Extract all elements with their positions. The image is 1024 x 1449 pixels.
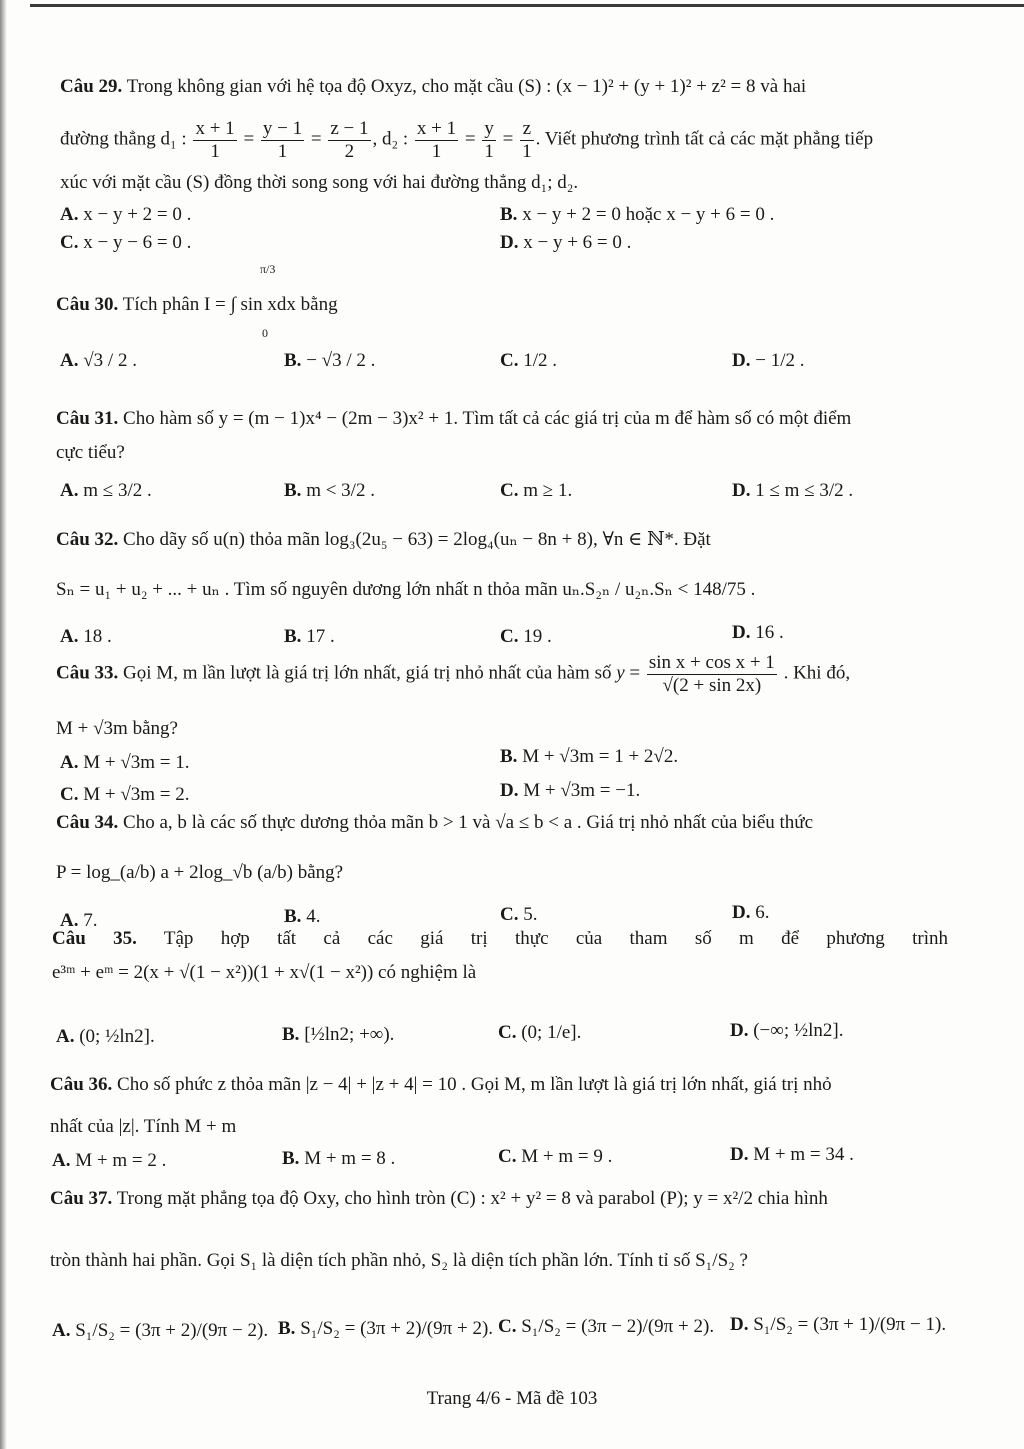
q30-option-d[interactable]: D. − 1/2 .: [732, 350, 805, 371]
q37-line2: tròn thành hai phần. Gọi S₁ là diện tích phần nhỏ, S₂ là diện tích phần lớn. Tính tỉ số S₁/S₂ ?: [50, 1250, 748, 1271]
q31-option-a[interactable]: A. m ≤ 3/2 .: [60, 480, 152, 501]
q29-fraction-2: $\frac{y - 1}{1}$: [262, 118, 303, 162]
q31-option-c[interactable]: C. m ≥ 1.: [500, 480, 573, 501]
q34-line2: P = log_(a/b) a + 2log_√b (a/b) bằng?: [56, 862, 344, 883]
q32-option-c[interactable]: C. 19 .: [500, 626, 552, 647]
q32-line2: Sₙ = u₁ + u₂ + ... + uₙ . Tìm số nguyên dương lớn nhất n thỏa mãn uₙ.S₂ₙ / u₂ₙ.Sₙ < 148/75 .: [56, 579, 756, 600]
q29-option-b[interactable]: B. x − y + 2 = 0 hoặc x − y + 6 = 0 .: [500, 204, 775, 225]
q29-option-d[interactable]: D. x − y + 6 = 0 .: [500, 232, 632, 253]
q31-line1: Câu 31. Cho hàm số y = (m − 1)x⁴ − (2m − 3)x² + 1. Tìm tất cả các giá trị của m để hàm số có một điểm: [56, 408, 852, 429]
q29-fraction-1: $\frac{x + 1}{1}$: [195, 118, 235, 162]
q37-option-b[interactable]: B. S₁/S₂ = (3π + 2)/(9π + 2).: [278, 1318, 494, 1339]
q36-option-b[interactable]: B. M + m = 8 .: [282, 1148, 396, 1169]
q36-option-d[interactable]: D. M + m = 34 .: [730, 1144, 854, 1165]
q35-line1: Câu 35. Tập hợp tất cả các giá trị thực của tham số m để phương trình: [52, 928, 948, 949]
q36-line2: nhất của |z|. Tính M + m: [50, 1116, 237, 1137]
q33-function-fraction: $\frac{\text{sin x + cos x + 1}}{√(2 + \sin 2x)}$: [648, 652, 775, 696]
q34-line1: Câu 34. Cho a, b là các số thực dương thỏa mãn b > 1 và √a ≤ b < a . Giá trị nhỏ nhất của biểu thức: [56, 812, 814, 833]
q33-option-b[interactable]: B. M + √3m = 1 + 2√2.: [500, 746, 679, 767]
q29-fraction-3: $\frac{z - 1}{2}$: [330, 118, 369, 162]
q30-lower-limit: 0: [262, 326, 268, 340]
q29-fraction-6: $\frac{z}{1}$: [522, 118, 532, 162]
q37-option-c[interactable]: C. S₁/S₂ = (3π − 2)/(9π + 2).: [498, 1316, 715, 1337]
q29-line2: đường thẳng d₁ : $\frac{x + 1}{1}$ = $\frac{y - 1}{1}$ = $\frac{z - 1}{2}$ , d₂ : $\frac{x + 1}{1}$ = $\frac{y}{1}$ = $\frac{z}{1}$ . Viết phương trình tất cả các mặt phẳng tiếp: [60, 118, 874, 162]
q34-option-b[interactable]: B. 4.: [284, 906, 321, 927]
q33-option-d[interactable]: D. M + √3m = −1.: [500, 780, 641, 801]
page-top-rule: [30, 4, 1024, 7]
q33-line2: M + √3m bằng?: [56, 718, 178, 739]
q34-option-a[interactable]: A. 7.: [60, 910, 98, 931]
q30-option-a[interactable]: A. √3 / 2 .: [60, 350, 137, 371]
q34-option-d[interactable]: D. 6.: [732, 902, 770, 923]
q36-option-a[interactable]: A. M + m = 2 .: [52, 1150, 167, 1171]
q29-fraction-5: $\frac{y}{1}$: [484, 118, 494, 162]
q32-option-b[interactable]: B. 17 .: [284, 626, 335, 647]
q36-option-c[interactable]: C. M + m = 9 .: [498, 1146, 613, 1167]
q35-option-a[interactable]: A. (0; ½ln2].: [56, 1026, 155, 1047]
q35-option-c[interactable]: C. (0; 1/e].: [498, 1022, 582, 1043]
q35-option-b[interactable]: B. [½ln2; +∞).: [282, 1024, 395, 1045]
scan-left-edge: [0, 0, 7, 1449]
q30-option-c[interactable]: C. 1/2 .: [500, 350, 558, 371]
q29-line1: Câu 29. Trong không gian với hệ tọa độ Oxyz, cho mặt cầu (S) : (x − 1)² + (y + 1)² + z² = 8 và hai: [60, 76, 807, 97]
q31-option-b[interactable]: B. m < 3/2 .: [284, 480, 375, 501]
q30-line1: Câu 30. Tích phân I = ∫ sin xdx bằng: [56, 294, 338, 315]
q31-line2: cực tiểu?: [56, 442, 125, 463]
q29-option-a[interactable]: A. x − y + 2 = 0 .: [60, 204, 192, 225]
q35-option-d[interactable]: D. (−∞; ½ln2].: [730, 1020, 844, 1041]
q34-option-c[interactable]: C. 5.: [500, 904, 538, 925]
q29-line3: xúc với mặt cầu (S) đồng thời song song với hai đường thẳng d₁; d₂.: [60, 172, 579, 193]
page-footer: Trang 4/6 - Mã đề 103: [426, 1388, 598, 1409]
q32-option-a[interactable]: A. 18 .: [60, 626, 112, 647]
q37-option-d[interactable]: D. S₁/S₂ = (3π + 1)/(9π − 1).: [730, 1314, 947, 1335]
q37-option-a[interactable]: A. S₁/S₂ = (3π + 2)/(9π − 2).: [52, 1320, 269, 1341]
q35-line2: e³ᵐ + eᵐ = 2(x + √(1 − x²))(1 + x√(1 − x²)) có nghiệm là: [52, 962, 477, 983]
q33-option-c[interactable]: C. M + √3m = 2.: [60, 784, 190, 805]
q32-line1: Câu 32. Cho dãy số u(n) thỏa mãn log₃(2u₅ − 63) = 2log₄(uₙ − 8n + 8), ∀n ∈ ℕ*. Đặt: [56, 529, 711, 550]
q31-option-d[interactable]: D. 1 ≤ m ≤ 3/2 .: [732, 480, 854, 501]
q36-line1: Câu 36. Cho số phức z thỏa mãn |z − 4| + |z + 4| = 10 . Gọi M, m lần lượt là giá trị lớn nhất, giá trị nhỏ: [50, 1074, 832, 1095]
q32-option-d[interactable]: D. 16 .: [732, 622, 784, 643]
q29-option-c[interactable]: C. x − y − 6 = 0 .: [60, 232, 192, 253]
q37-line1: Câu 37. Trong mặt phẳng tọa độ Oxy, cho hình tròn (C) : x² + y² = 8 và parabol (P); y = x²/2 chia hình: [50, 1188, 828, 1209]
q30-option-b[interactable]: B. − √3 / 2 .: [284, 350, 376, 371]
q33-option-a[interactable]: A. M + √3m = 1.: [60, 752, 190, 773]
q30-upper-limit: π/3: [260, 262, 276, 276]
q29-fraction-4: $\frac{x + 1}{1}$: [416, 118, 457, 162]
q33-line1: Câu 33. Gọi M, m lần lượt là giá trị lớn nhất, giá trị nhỏ nhất của hàm số y = $\frac{\text{sin x + cos x + 1}}{√(2 + \sin 2x)}$ . Khi đó,: [56, 652, 851, 696]
